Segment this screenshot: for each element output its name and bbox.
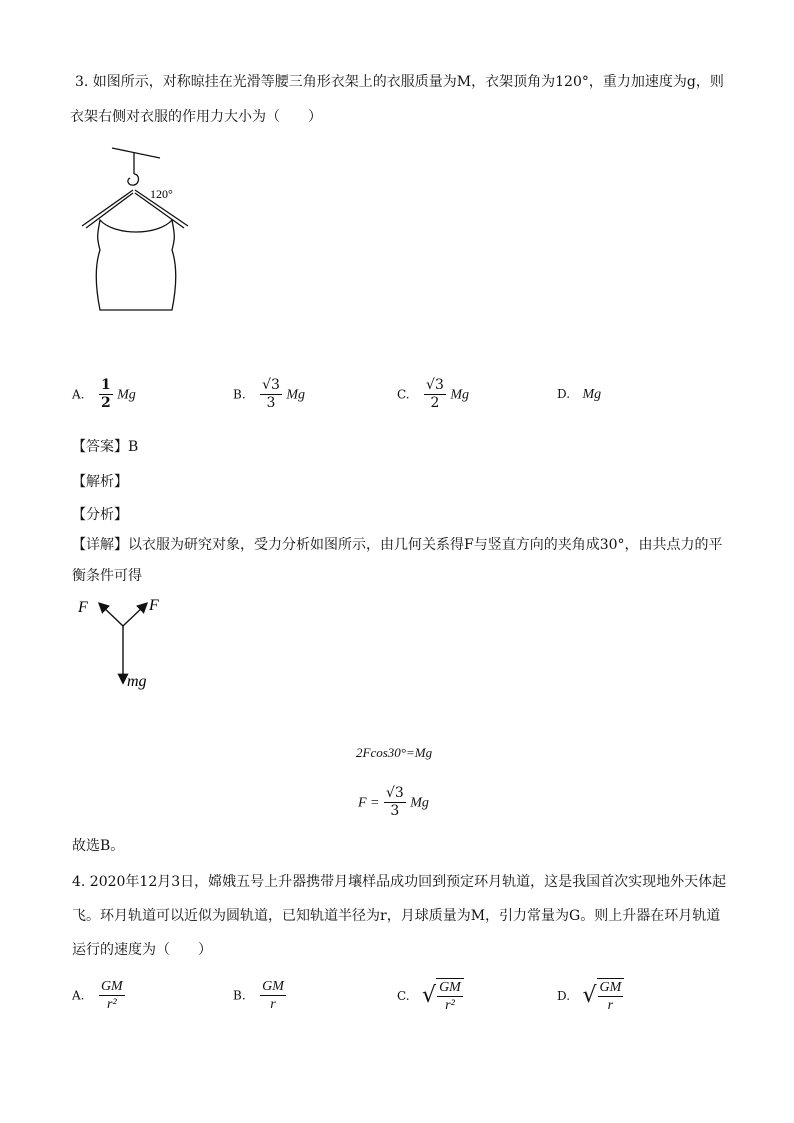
q3-stem-line2: 衣架右侧对衣服的作用力大小为（ ）	[70, 109, 322, 125]
detail-line1: 【详解】以衣服为研究对象，受力分析如图所示，由几何关系得F与竖直方向的夹角成30°，由共点力的平	[72, 537, 723, 553]
option-a-fraction: $\frac{1}{2}$	[100, 377, 111, 411]
answer-line	[72, 437, 138, 457]
q4-stem-line2: 飞。环月轨道可以近似为圆轨道，已知轨道半径为r，月球质量为M，引力常量为G。则上升器在环月轨道	[72, 908, 721, 924]
option-c-fraction: $\frac{√3}{2}$	[426, 377, 444, 411]
gravity-label: mg	[127, 673, 147, 690]
q3-stem-line1: 3. 如图所示，对称晾挂在光滑等腰三角形衣架上的衣服质量为M，衣架顶角为120°，重力加速度为g，则	[75, 74, 724, 90]
q4-d-fraction: $\frac{GM}{r}$	[597, 978, 625, 1014]
hanger-rod	[112, 148, 160, 158]
q4-c-fraction: $\frac{GM}{\text{r²}}$	[436, 978, 464, 1014]
q4-a-fraction: $\frac{GM}{\text{r²}}$	[100, 979, 123, 1012]
q4-option-a[interactable]: A. $\frac{GM}{\text{r²}}$	[72, 979, 123, 1012]
q3-option-b[interactable]: B. $\frac{√3}{3}$ Mg	[233, 377, 306, 411]
force-right-arrow	[123, 604, 146, 626]
detail-line2: 衡条件可得	[72, 568, 142, 584]
hanger-hook	[128, 174, 139, 185]
eq2-fraction: $\frac{√3}{3}$	[385, 785, 404, 819]
detail-label: 【详解】	[72, 537, 128, 553]
shirt-outline	[96, 220, 176, 310]
q4-b-fraction: $\frac{GM}{r}$	[262, 979, 284, 1012]
answer-value: B	[128, 439, 139, 455]
hanger-figure	[70, 140, 200, 320]
sqrt-sign-icon: √	[422, 983, 437, 1008]
sqrt-sign-icon: √	[582, 983, 597, 1008]
equation-2: F = $\frac{√3}{3}$ Mg	[358, 785, 429, 819]
q4-stem-line3: 运行的速度为（ ）	[72, 942, 212, 958]
angle-label: 120°	[150, 187, 173, 201]
q3-option-c[interactable]: C. $\frac{√3}{2}$ Mg	[397, 377, 469, 411]
q4-option-b[interactable]: B. $\frac{GM}{r}$	[233, 979, 284, 1012]
force-diagram	[70, 592, 180, 692]
answer-label: 【答案】	[72, 439, 128, 455]
q4-stem-line1: 4. 2020年12月3日，嫦娥五号上升器携带月壤样品成功回到预定环月轨道，这是我国首次实现地外天体起	[72, 874, 727, 890]
conclusion: 故选B。	[72, 838, 125, 854]
force-right-label: F	[149, 597, 159, 614]
option-b-fraction: $\frac{√3}{3}$	[262, 377, 280, 411]
q4-option-d[interactable]: D. √ $\frac{GM}{r}$	[557, 978, 624, 1014]
q4-option-c[interactable]: C. √ $\frac{GM}{\text{r²}}$	[397, 978, 464, 1014]
q3-option-a[interactable]: A. $\frac{1}{2}$ Mg	[72, 377, 136, 411]
force-left-arrow	[100, 604, 123, 626]
equation-1: 2Fcos30°=Mg	[356, 745, 433, 760]
analysis-label: 【解析】	[72, 474, 128, 490]
force-left-label: F	[78, 599, 88, 616]
fenxi-label: 【分析】	[72, 507, 128, 523]
q3-option-d[interactable]: D. Mg	[557, 387, 602, 402]
